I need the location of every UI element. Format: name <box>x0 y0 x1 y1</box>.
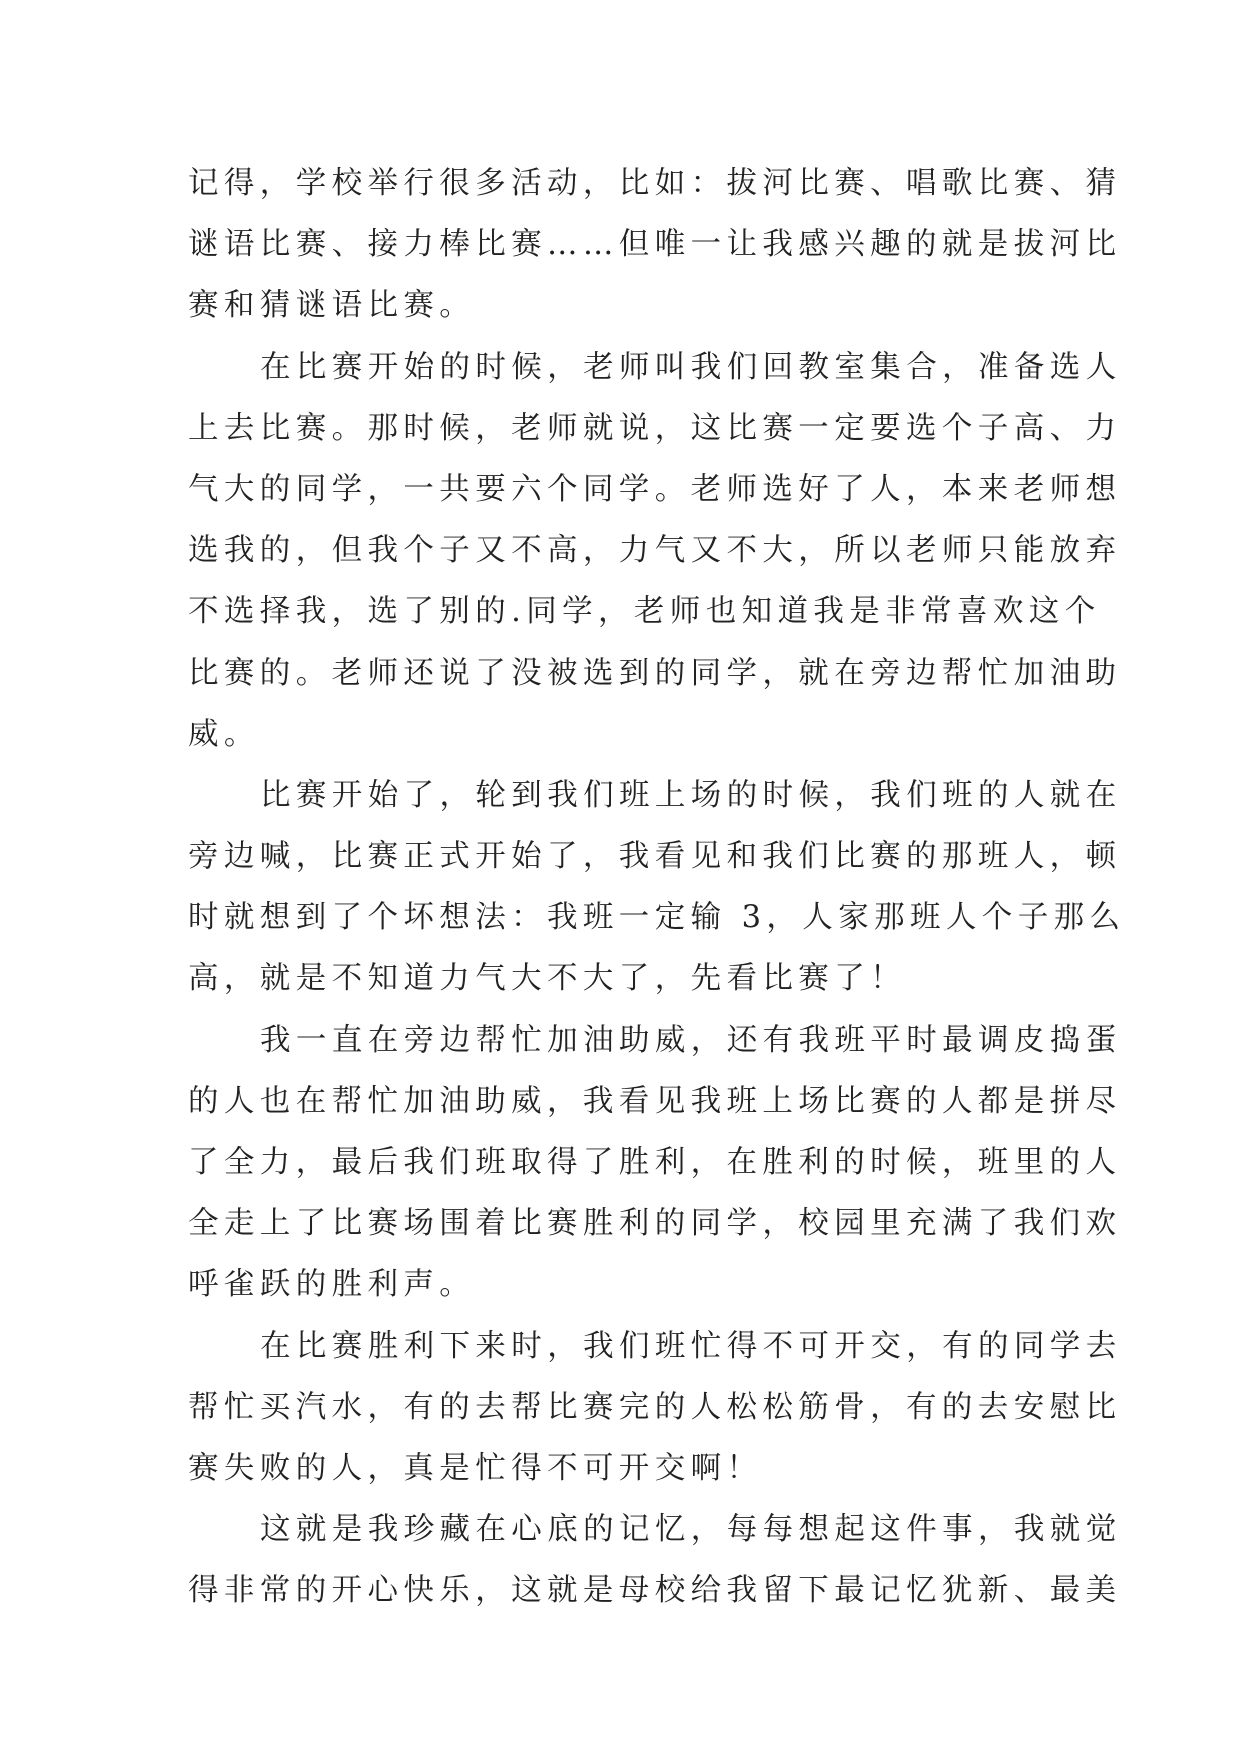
paragraph-first-line: 我一直在旁边帮忙加油助威，还有我班平时最调皮捣蛋 <box>260 1022 1122 1058</box>
text-line: 时就想到了个坏想法：我班一定输 3，人家那班人个子那么 <box>188 900 1126 936</box>
text-line: 了全力，最后我们班取得了胜利，在胜利的时候，班里的人 <box>188 1145 1122 1180</box>
text-line: 赛失败的人，真是忙得不可开交啊！ <box>188 1450 763 1486</box>
text-line: 气大的同学，一共要六个同学。老师选好了人，本来老师想 <box>188 471 1122 507</box>
text-line: 赛和猜谜语比赛。 <box>188 288 476 324</box>
text-line: 呼雀跃的胜利声。 <box>188 1267 476 1303</box>
paragraph-first-line: 在比赛开始的时候，老师叫我们回教室集合，准备选人 <box>260 349 1122 385</box>
text-line: 帮忙买汽水，有的去帮比赛完的人松松筋骨，有的去安慰比 <box>188 1389 1122 1425</box>
text-line: 高，就是不知道力气大不大了，先看比赛了！ <box>188 961 906 997</box>
text-line: 比赛的。老师还说了没被选到的同学，就在旁边帮忙加油助 <box>188 655 1122 691</box>
essay-body <box>188 153 1126 1622</box>
text-line: 选我的，但我个子又不高，力气又不大，所以老师只能放弃 <box>188 533 1122 569</box>
text-line: 全走上了比赛场围着比赛胜利的同学，校园里充满了我们欢 <box>188 1206 1122 1242</box>
text-line: 的人也在帮忙加油助威，我看见我班上场比赛的人都是拼尽 <box>188 1083 1122 1119</box>
text-line: 得非常的开心快乐，这就是母校给我留下最记忆犹新、最美 <box>188 1573 1122 1609</box>
text-line: 不选择我，选了别的.同学，老师也知道我是非常喜欢这个 <box>188 594 1101 630</box>
paragraph-first-line: 这就是我珍藏在心底的记忆，每每想起这件事，我就觉 <box>260 1512 1122 1548</box>
text-line: 记得，学校举行很多活动，比如：拔河比赛、唱歌比赛、猜 <box>188 166 1122 201</box>
text-line: 威。 <box>188 716 260 752</box>
paragraph-first-line: 在比赛胜利下来时，我们班忙得不可开交，有的同学去 <box>260 1328 1122 1364</box>
text-line: 上去比赛。那时候，老师就说，这比赛一定要选个子高、力 <box>188 410 1122 446</box>
text-line: 旁边喊，比赛正式开始了，我看见和我们比赛的那班人，顿 <box>188 839 1122 875</box>
paragraph-first-line: 比赛开始了，轮到我们班上场的时候，我们班的人就在 <box>260 777 1122 813</box>
text-line: 谜语比赛、接力棒比赛……但唯一让我感兴趣的就是拔河比 <box>188 227 1122 263</box>
